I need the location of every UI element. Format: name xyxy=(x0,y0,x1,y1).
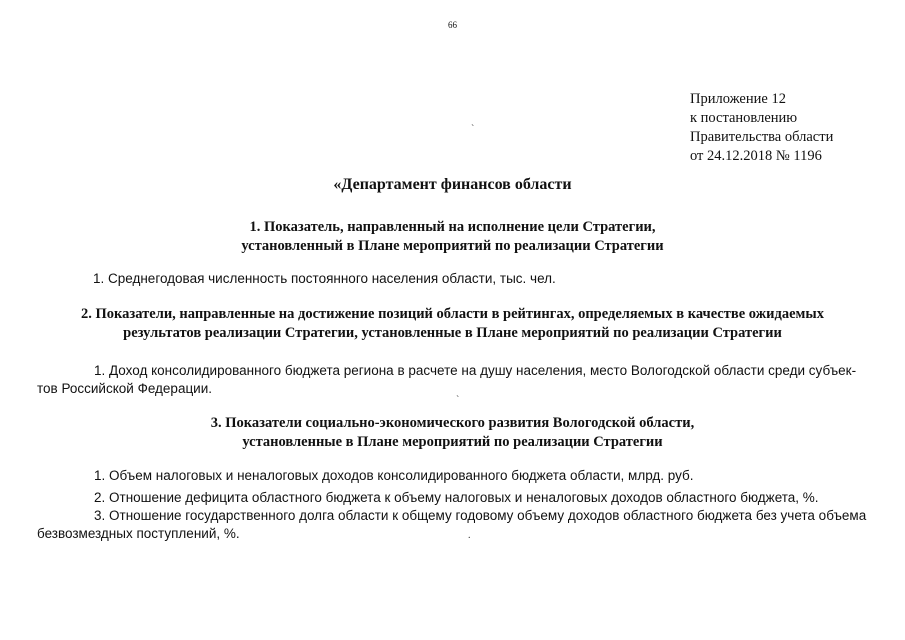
heading-line: установленные в Плане мероприятий по реализации Стратегии xyxy=(242,434,663,450)
annex-line: от 24.12.2018 № 1196 xyxy=(690,148,822,164)
section-1-item: 1. Среднегодовая численность постоянного населения области, тыс. чел. xyxy=(93,271,556,286)
heading-line: установленный в Плане мероприятий по реализации Стратегии xyxy=(241,238,664,254)
heading-line: 2. Показатели, направленные на достижение позиций области в рейтингах, определяемых в качестве ожидаемых xyxy=(81,306,824,322)
section-2-heading xyxy=(0,305,905,343)
section-3-item: 1. Объем налоговых и неналоговых доходов консолидированного бюджета области, млрд. руб. xyxy=(94,468,694,483)
scan-speck: ` xyxy=(471,124,475,135)
section-3-item: 2. Отношение дефицита областного бюджета к объему налоговых и неналоговых доходов областного бюджета, %. xyxy=(94,490,819,505)
heading-line: 3. Показатели социально-экономического развития Вологодской области, xyxy=(210,415,695,431)
heading-line: результатов реализации Стратегии, установленные в Плане мероприятий по реализации Стратегии xyxy=(123,325,782,341)
page-number: 66 xyxy=(448,20,457,30)
scan-speck: ` xyxy=(456,395,460,406)
annex-line: Приложение 12 xyxy=(690,91,786,107)
heading-line: 1. Показатель, направленный на исполнение цели Стратегии, xyxy=(249,219,656,235)
section-3-heading xyxy=(0,414,905,452)
scan-speck: . xyxy=(468,530,471,541)
annex-block xyxy=(690,90,833,166)
section-3-item: 3. Отношение государственного долга области к общему годовому объему доходов областного бюджета без учета объема xyxy=(94,508,867,523)
department-title: «Департамент финансов области xyxy=(333,176,572,193)
section-2-item-continuation: тов Российской Федерации. xyxy=(37,381,213,396)
annex-line: к постановлению xyxy=(690,110,798,126)
section-2-item: 1. Доход консолидированного бюджета региона в расчете на душу населения, место Вологодской области среди субъек- xyxy=(94,363,857,378)
section-3-item-continuation: безвозмездных поступлений, %. xyxy=(37,526,240,541)
annex-line: Правительства области xyxy=(690,129,834,145)
section-1-heading xyxy=(0,218,905,256)
